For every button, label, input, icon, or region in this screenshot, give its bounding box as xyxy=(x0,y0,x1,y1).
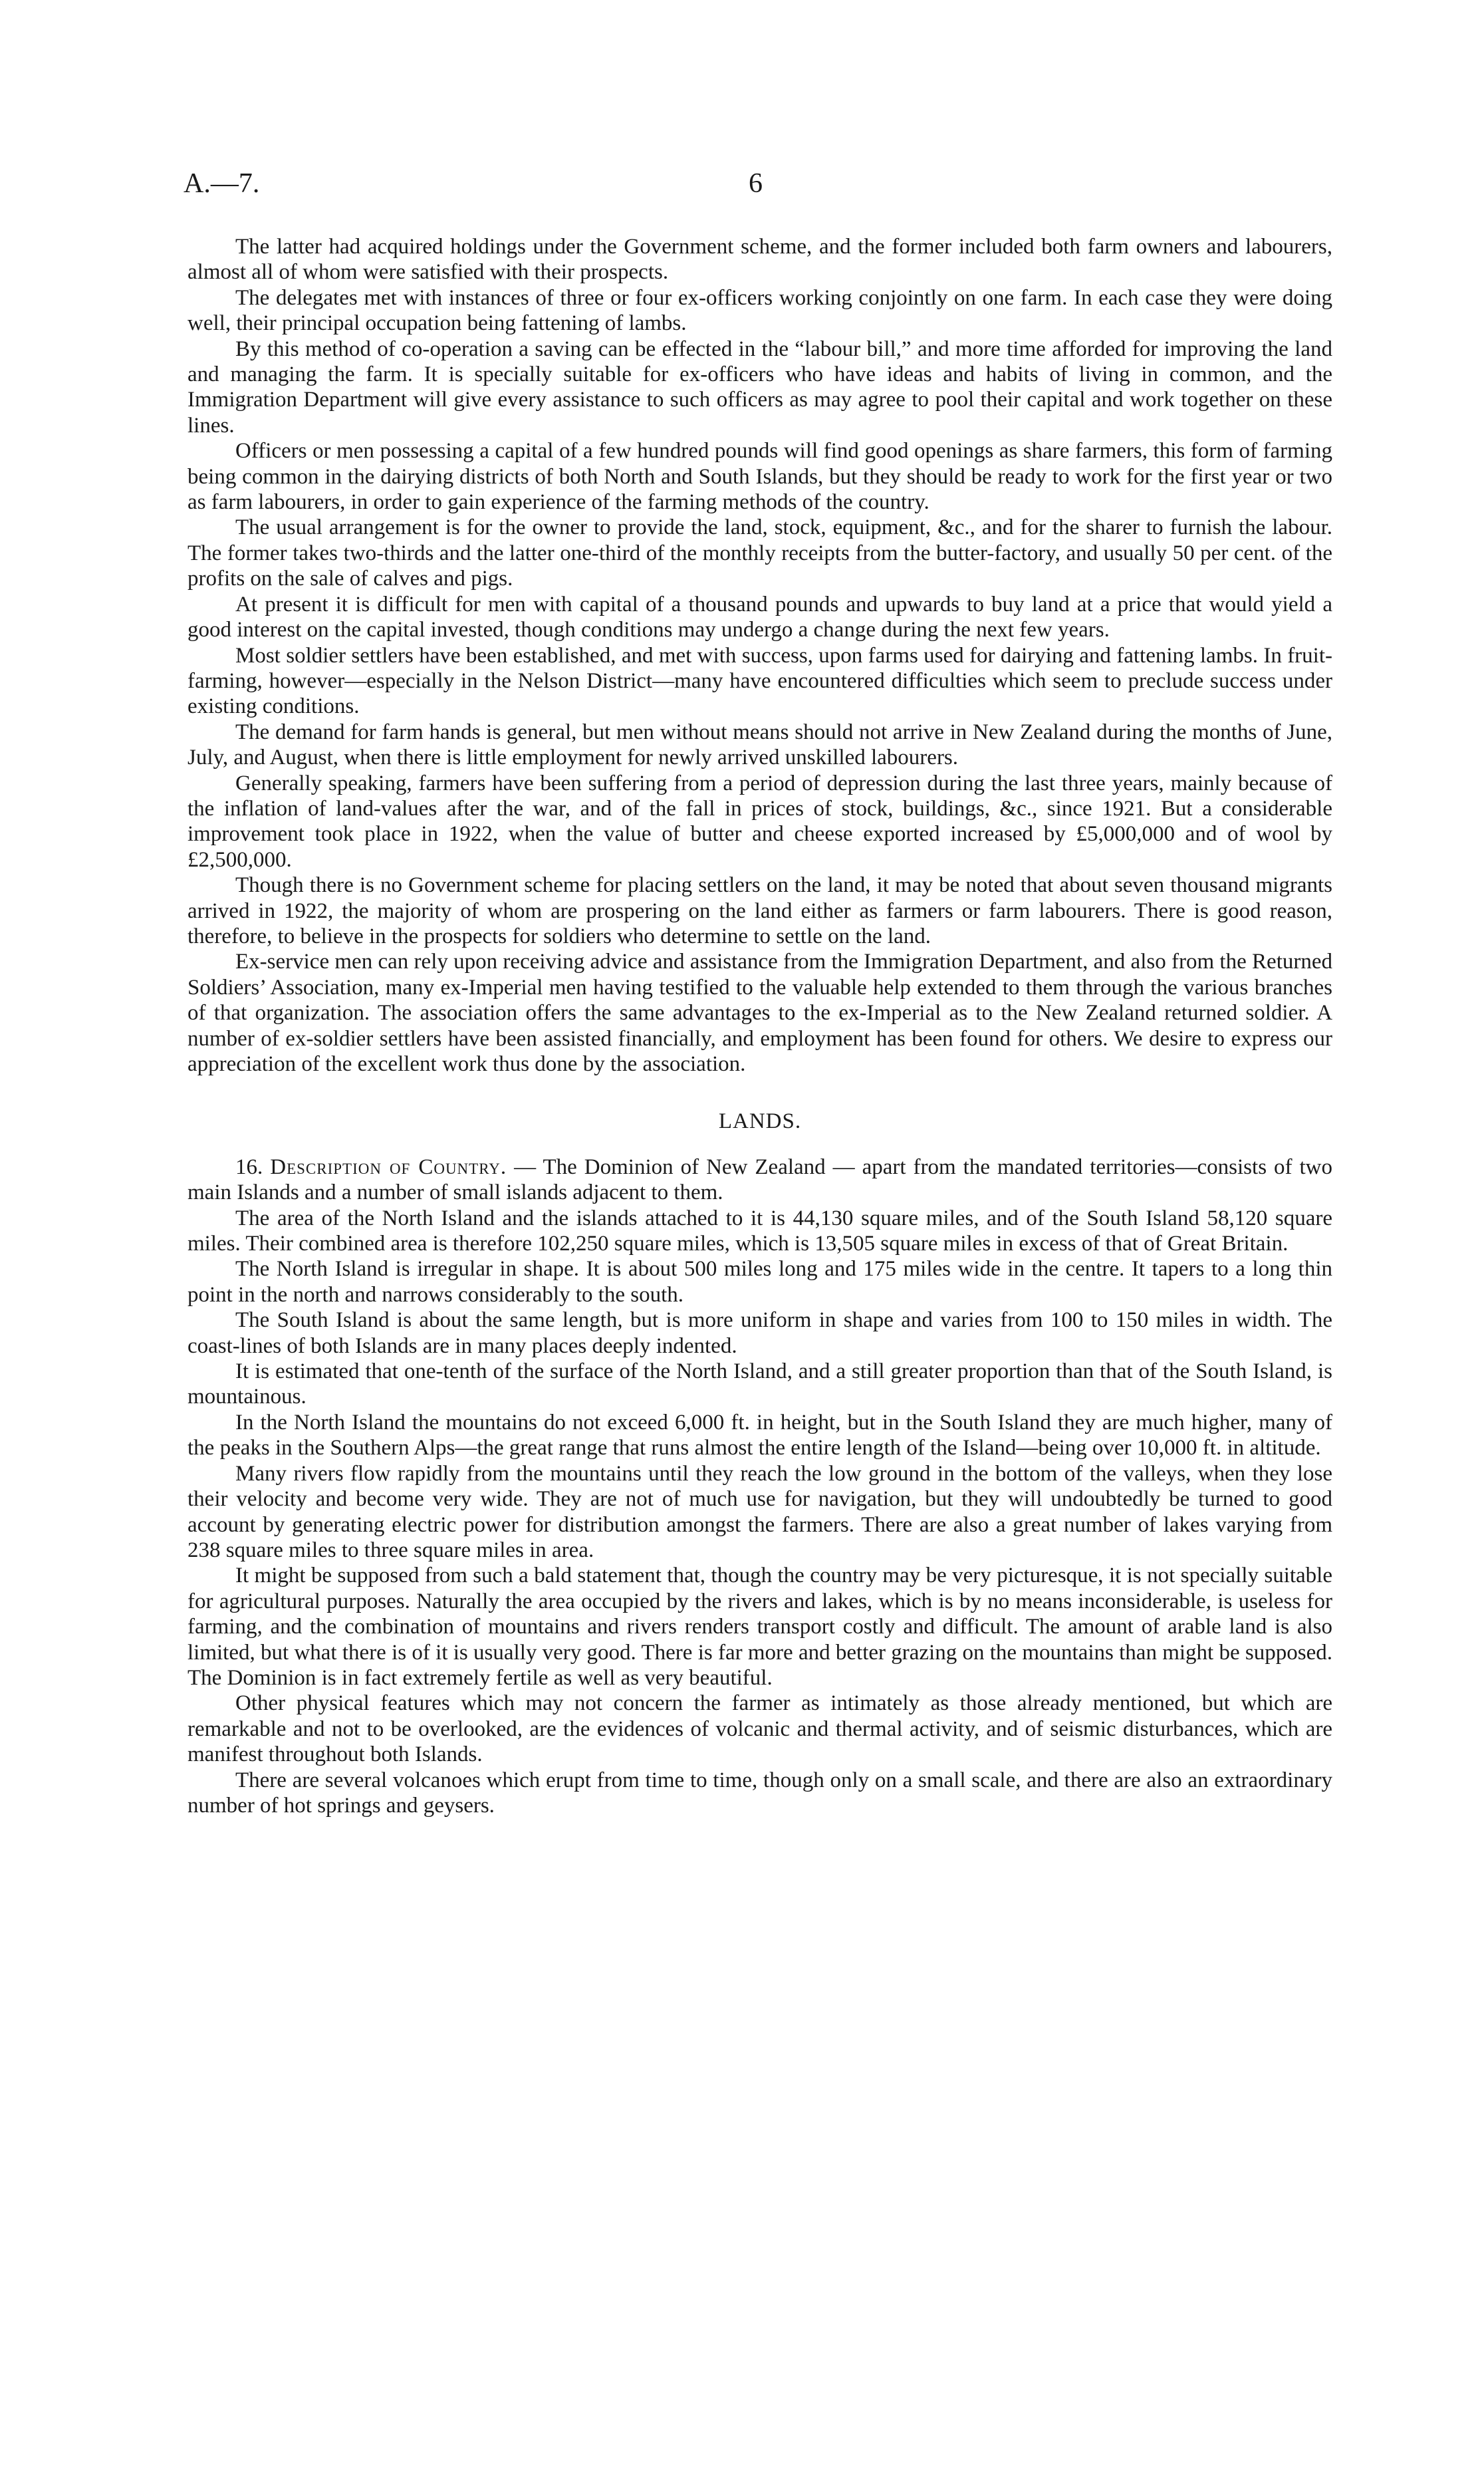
paragraph: The area of the North Island and the islands attached to it is 44,130 square miles, and of the South Island 58,120 square miles. Their combined area is therefore 102,250 square miles, which is 13,505 square miles in excess of that of Great Britain. xyxy=(187,1206,1332,1256)
paragraph: The usual arrangement is for the owner to provide the land, stock, equipment, &c., and for the sharer to furnish the labour. The former takes two-thirds and the latter one-third of the monthly receipts from the butter-factory, and usually 50 per cent. of the profits on the sale of calves and pigs. xyxy=(187,515,1332,591)
section-title: Description of Country. xyxy=(270,1155,507,1179)
section-text: — The Dominion of New Zealand — apart from the mandated territories—consists of two main Islands and a number of small islands adjacent to them. xyxy=(187,1155,1332,1205)
paragraph: It is estimated that one-tenth of the surface of the North Island, and a still greater proportion than that of the South Island, is mountainous. xyxy=(187,1359,1332,1409)
paragraph: The delegates met with instances of three or four ex-officers working conjointly on one farm. In each case they were doing well, their principal occupation being fattening of lambs. xyxy=(187,285,1332,336)
paragraph: Other physical features which may not concern the farmer as intimately as those already mentioned, but which are remarkable and not to be overlooked, are the evidences of volcanic and thermal activity, and of seismic disturbances, which are manifest throughout both Islands. xyxy=(187,1691,1332,1767)
paragraph: Officers or men possessing a capital of a few hundred pounds will find good openings as share farmers, this form of farming being common in the dairying districts of both North and South Islands, but they should be ready to work for the first year or two as farm labourers, in order to gain experience of the farming methods of the country. xyxy=(187,439,1332,515)
paragraph: Many rivers flow rapidly from the mountains until they reach the low ground in the bottom of the valleys, when they lose their velocity and become very wide. They are not of much use for navigation, but they will undoubtedly be turned to good account by generating electric power for distribution amongst the farmers. There are also a great number of lakes varying from 238 square miles to three square miles in area. xyxy=(187,1461,1332,1562)
paragraph: The demand for farm hands is general, but men without means should not arrive in New Zealand during the months of June, July, and August, when there is little employment for newly arrived unskilled labourers. xyxy=(187,720,1332,770)
paragraph: Generally speaking, farmers have been suffering from a period of depression during the last three years, mainly because of the inflation of land-values after the war, and of the fall in prices of stock, buildings, &c., since 1921. But a considerable improvement took place in 1922, when the value of butter and cheese exported increased by £5,000,000 and of wool by £2,500,000. xyxy=(187,771,1332,872)
section-heading-lands: LANDS. xyxy=(718,1109,802,1134)
paragraph: There are several volcanoes which erupt from time to time, though only on a small scale, and there are also an extraordinary number of hot springs and geysers. xyxy=(187,1768,1332,1818)
section-16-paragraph xyxy=(187,1155,1332,1206)
paragraph: The North Island is irregular in shape. It is about 500 miles long and 175 miles wide in the centre. It tapers to a long thin point in the north and narrows considerably to the south. xyxy=(187,1257,1332,1307)
paragraph: It might be supposed from such a bald statement that, though the country may be very picturesque, it is not specially suitable for agricultural purposes. Naturally the area occupied by the rivers and lakes, which is by no means inconsiderable, is useless for farming, and the combination of mountains and rivers renders transport costly and difficult. The amount of arable land is also limited, but what there is of it is usually very good. There is far more and better grazing on the mountains than might be supposed. The Dominion is in fact extremely fertile as well as very beautiful. xyxy=(187,1564,1332,1690)
document-reference: A.—7. xyxy=(184,168,260,199)
paragraph: The latter had acquired holdings under the Government scheme, and the former included both farm owners and labourers, almost all of whom were satisfied with their prospects. xyxy=(187,235,1332,285)
paragraph: At present it is difficult for men with capital of a thousand pounds and upwards to buy land at a price that would yield a good interest on the capital invested, though conditions may undergo a change during the next few years. xyxy=(187,592,1332,642)
paragraph: Though there is no Government scheme for placing settlers on the land, it may be noted that about seven thousand migrants arrived in 1922, the majority of whom are prospering on the land either as farmers or farm labourers. There is good reason, therefore, to believe in the prospects for soldiers who determine to settle on the land. xyxy=(187,873,1332,948)
paragraph: By this method of co-operation a saving can be effected in the “labour bill,” and more time afforded for improving the land and managing the farm. It is specially suitable for ex-officers who have ideas and habits of living in common, and the Immigration Department will give every assistance to such officers as may agree to pool their capital and work together on these lines. xyxy=(187,337,1332,438)
paragraph: In the North Island the mountains do not exceed 6,000 ft. in height, but in the South Island they are much higher, many of the peaks in the Southern Alps—the great range that runs almost the entire length of the Island—being over 10,000 ft. in altitude. xyxy=(187,1410,1332,1460)
page-header xyxy=(184,168,1334,207)
page-body xyxy=(187,234,1332,1818)
section-number: 16. xyxy=(235,1155,263,1179)
paragraph: The South Island is about the same length, but is more uniform in shape and varies from 100 to 150 miles in width. The coast-lines of both Islands are in many places deeply indented. xyxy=(187,1308,1332,1358)
page-number: 6 xyxy=(749,168,763,199)
paragraph: Ex-service men can rely upon receiving advice and assistance from the Immigration Department, and also from the Returned Soldiers’ Association, many ex-Imperial men having testified to the valuable help extended to them through the various branches of that organization. The association offers the same advantages to the ex-Imperial as to the New Zealand returned soldier. A number of ex-soldier settlers have been assisted financially, and employment has been found for others. We desire to express our appreciation of the excellent work thus done by the association. xyxy=(187,950,1332,1076)
paragraph: Most soldier settlers have been established, and met with success, upon farms used for dairying and fattening lambs. In fruit-farming, however—especially in the Nelson District—many have encountered difficulties which seem to preclude success under existing conditions. xyxy=(187,643,1332,719)
